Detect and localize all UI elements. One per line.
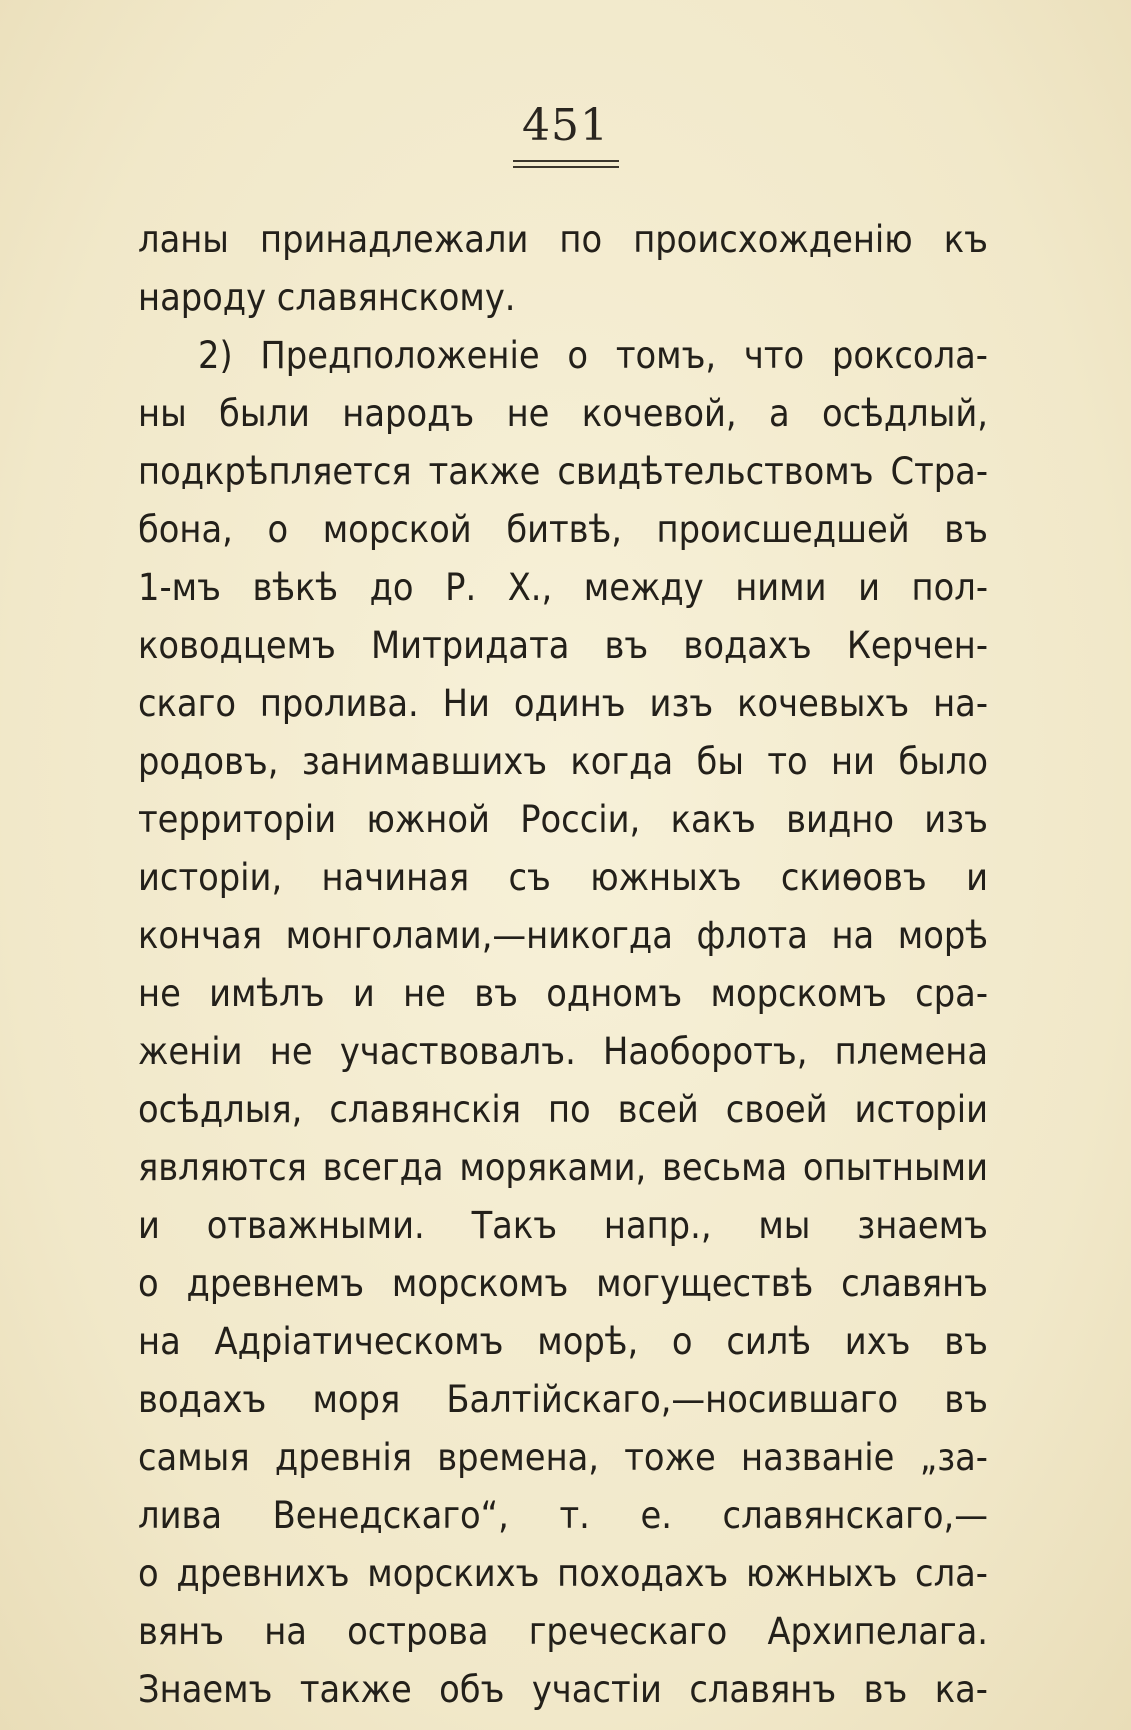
text-line: самыя древнія времена, тоже названіе „за-	[138, 1435, 988, 1479]
text-line: о древнихъ морскихъ походахъ южныхъ сла-	[138, 1551, 988, 1595]
text-line: на Адріатическомъ морѣ, о силѣ ихъ въ	[138, 1319, 988, 1363]
text-line: бона, о морской битвѣ, происшедшей въ	[138, 507, 988, 551]
text-line: подкрѣпляется также свидѣтельствомъ Стра-	[138, 449, 988, 493]
text-line: Знаемъ также объ участіи славянъ въ ка-	[138, 1667, 988, 1711]
text-line: и отважными. Такъ напр., мы знаемъ	[138, 1203, 988, 1247]
text-line: являются всегда моряками, весьма опытными	[138, 1145, 988, 1189]
text-line: ководцемъ Митридата въ водахъ Керчен-	[138, 623, 988, 667]
text-line: исторіи, начиная съ южныхъ скиѳовъ и	[138, 855, 988, 899]
text-line: осѣдлыя, славянскія по всей своей исторіи	[138, 1087, 988, 1131]
text-line: родовъ, занимавшихъ когда бы то ни было	[138, 739, 988, 783]
text-line: о древнемъ морскомъ могуществѣ славянъ	[138, 1261, 988, 1305]
text-line: лива Венедскаго“, т. е. славянскаго,—	[138, 1493, 988, 1537]
text-line: народу славянскому.	[138, 275, 516, 319]
text-line: 1-мъ вѣкѣ до Р. Х., между ними и пол-	[138, 565, 988, 609]
text-line: скаго пролива. Ни одинъ изъ кочевыхъ на-	[138, 681, 988, 725]
text-line: вянъ на острова греческаго Архипелага.	[138, 1609, 988, 1653]
page-number-rule-top	[513, 160, 619, 162]
text-line: территоріи южной Россіи, какъ видно изъ	[138, 797, 988, 841]
body-text	[138, 210, 988, 1718]
paragraph-start-line: 2) Предположеніе о томъ, что роксола-	[198, 333, 988, 377]
text-line: женіи не участвовалъ. Наоборотъ, племена	[138, 1029, 988, 1073]
page-number: 451	[522, 100, 609, 151]
text-line: ланы принадлежали по происхожденію къ	[138, 217, 988, 261]
text-line: не имѣлъ и не въ одномъ морскомъ сра-	[138, 971, 988, 1015]
text-line: кончая монголами,—никогда флота на морѣ	[138, 913, 988, 957]
page-number-rule-bottom	[513, 166, 619, 168]
text-line: водахъ моря Балтійскаго,—носившаго въ	[138, 1377, 988, 1421]
text-line: ны были народъ не кочевой, а осѣдлый,	[138, 391, 988, 435]
